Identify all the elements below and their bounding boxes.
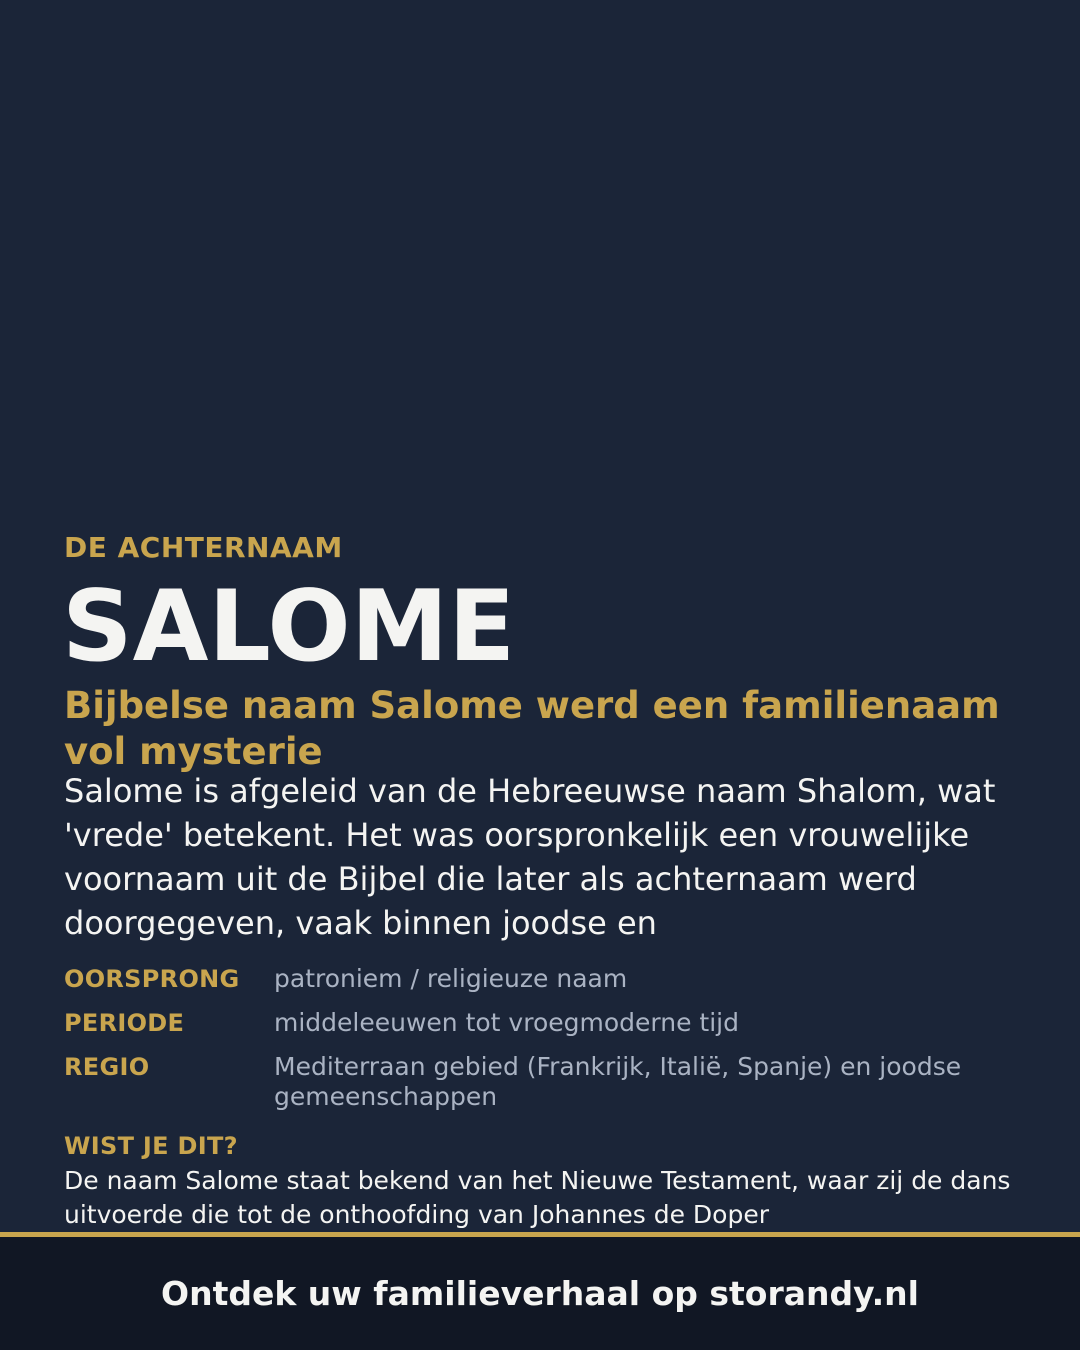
surname-description: Salome is afgeleid van de Hebreeuwse naam Shalom, wat 'vrede' betekent. Het was oorspronkelijk een vrouwelijke voornaam uit de Bijbel die later als achternaam werd doorgegeven, vaak binnen joodse en [64,772,996,942]
surname-title: SALOME [62,570,516,684]
did-you-know-title: WIST JE DIT? [64,1132,238,1160]
footer-cta-text: Ontdek uw familieverhaal op storandy.nl [161,1273,919,1313]
did-you-know-text: De naam Salome staat bekend van het Nieuwe Testament, waar zij de dans uitvoerde die tot de onthoofding van Johannes de Doper [64,1166,1011,1229]
eyebrow-label: DE ACHTERNAAM [64,531,343,564]
fact-value: patroniem / religieuze naam [274,964,628,993]
fact-row-period [64,1008,1024,1038]
fact-value: Mediterraan gebied (Frankrijk, Italië, Spanje) en joodse gemeenschappen [274,1052,962,1111]
fact-label: OORSPRONG [64,965,240,993]
fact-row-origin [64,964,1024,994]
facts-list [64,964,1024,1126]
fact-label: REGIO [64,1053,150,1081]
fact-row-region [64,1052,1024,1112]
footer-banner [0,1237,1080,1350]
fact-value: middeleeuwen tot vroegmoderne tijd [274,1008,739,1037]
fact-label: PERIODE [64,1009,185,1037]
headline: Bijbelse naam Salome werd een familienaam vol mysterie [64,684,1000,773]
